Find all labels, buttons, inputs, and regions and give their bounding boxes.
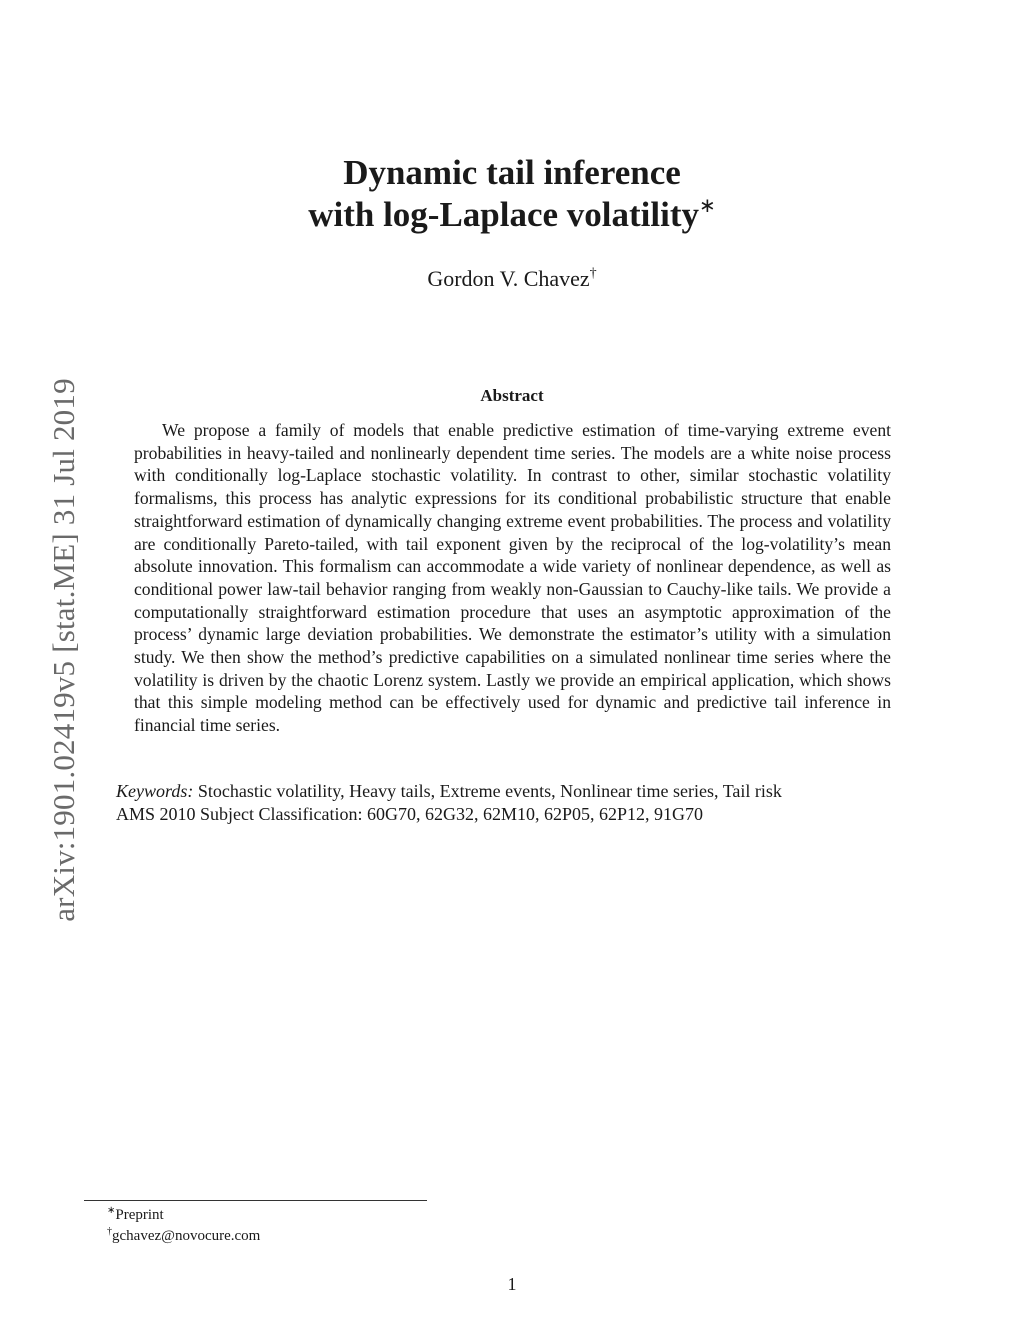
subject-classification: AMS 2010 Subject Classification: 60G70, 62G32, 62M10, 62P05, 62P12, 91G70 bbox=[116, 804, 704, 824]
keywords-text: Stochastic volatility, Heavy tails, Extreme events, Nonlinear time series, Tail risk bbox=[197, 781, 782, 801]
paper-title-line-2 bbox=[0, 194, 1024, 236]
paper-title-line-2-text: with log-Laplace volatility bbox=[308, 195, 700, 234]
author-line bbox=[0, 265, 1024, 293]
keywords-block bbox=[116, 780, 916, 826]
paper-title bbox=[0, 152, 1024, 236]
keywords-label: Keywords: bbox=[116, 781, 194, 801]
footnote-mark: ∗ bbox=[107, 1205, 116, 1216]
abstract-body: We propose a family of models that enable predictive estimation of time-varying extreme event probabilities in heavy-tailed and nonlinearly dependent time series. The models are a white noise process with conditionally log-Laplace stochastic volatility. In contrast to other, similar stochastic volatility formalisms, this process has analytic expressions for its conditional probabilistic structure that enable straightforward estimation of dynamically changing extreme event probabilities. The process and volatility are conditionally Pareto-tailed, with tail exponent given by the reciprocal of the log-volatility’s mean absolute innovation. This formalism can accommodate a wide variety of nonlinear dependence, as well as conditional power law-tail behavior ranging from weakly non-Gaussian to Cauchy-like tails. We provide a computationally straightforward estimation procedure that uses an asymptotic approximation of the process’ dynamic large deviation probabilities. We demonstrate the estimator’s utility with a simulation study. We then show the method’s predictive capabilities on a simulated nonlinear time series where the volatility is driven by the chaotic Lorenz system. Lastly we provide an empirical application, which shows that this simple modeling method can be effectively used for dynamic and predictive tail inference in financial time series. bbox=[134, 420, 891, 736]
arxiv-identifier-stamp: arXiv:1901.02419v5 [stat.ME] 31 Jul 2019 bbox=[46, 378, 81, 922]
paper-title-line-1: Dynamic tail inference bbox=[343, 153, 681, 192]
abstract-heading: Abstract bbox=[480, 386, 544, 405]
footnote-divider bbox=[84, 1200, 427, 1201]
footnote-text: gchavez@novocure.com bbox=[112, 1228, 261, 1244]
footnote-email bbox=[107, 1226, 260, 1247]
page-number: 1 bbox=[507, 1274, 517, 1294]
footnotes bbox=[107, 1205, 260, 1247]
author-footnote-mark: † bbox=[589, 266, 597, 281]
keywords-line bbox=[116, 780, 916, 803]
footnote-text: Preprint bbox=[115, 1207, 164, 1223]
footnote-mark: † bbox=[107, 1226, 112, 1237]
title-footnote-mark: ∗ bbox=[699, 195, 716, 217]
author-name: Gordon V. Chavez bbox=[427, 266, 590, 291]
footnote-preprint bbox=[107, 1205, 260, 1226]
